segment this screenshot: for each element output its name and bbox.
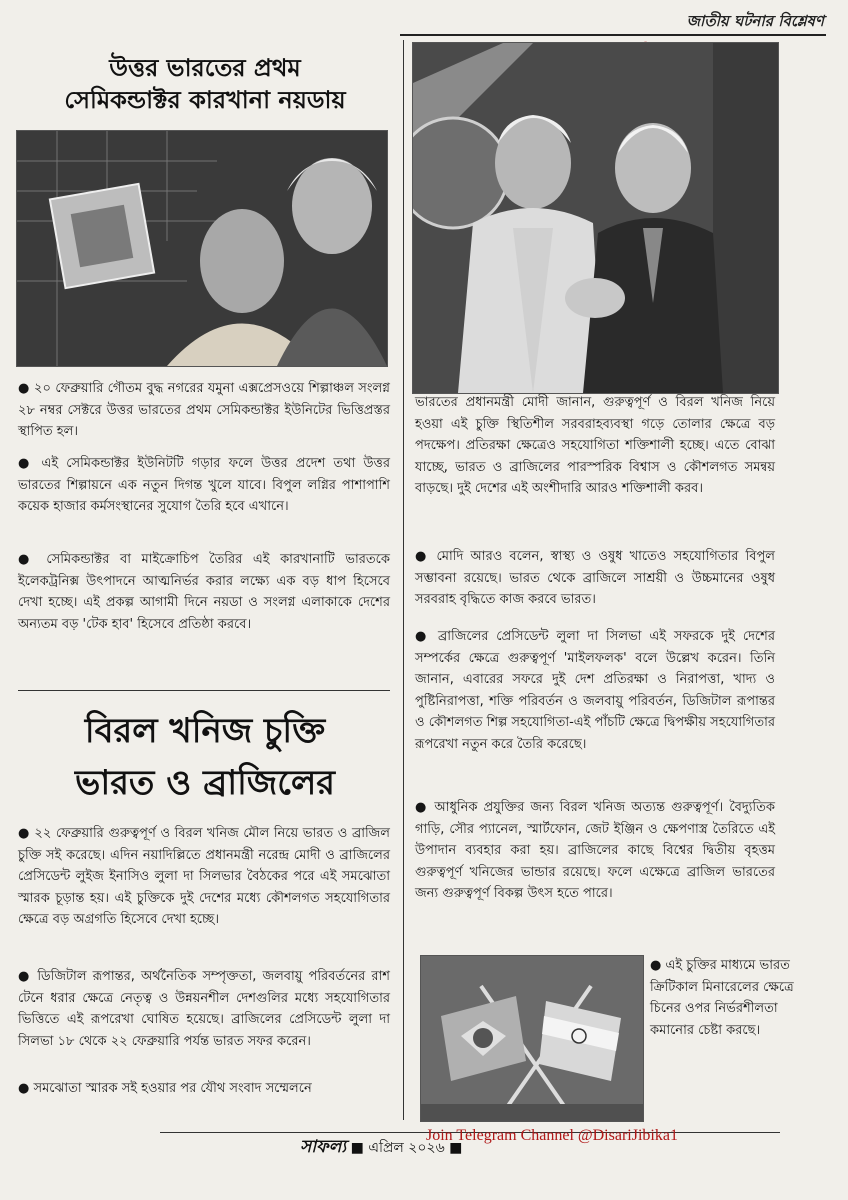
semiconductor-photo-art xyxy=(17,131,387,366)
semiconductor-photo xyxy=(16,130,388,367)
article2-left-paragraph-3: ● সমঝোতা স্মারক সই হওয়ার পর যৌথ সংবাদ সম্মেলনে xyxy=(18,1081,312,1096)
article2-headline-line2: ভারত ও ব্রাজিলের xyxy=(75,763,335,803)
article2-right-paragraph-2: ● মোদি আরও বলেন, স্বাস্থ্য ও ওষুধ খাতেও সহযোগিতার বিপুল সম্ভাবনা রয়েছে। ভারত থেকে ব্রাজিলে সাশ্রয়ী ও উচ্চমানের ওষুধ সরবরাহ বৃদ্ধিতে কাজ করবে ভারত। xyxy=(415,549,775,607)
article2-headline xyxy=(20,705,390,809)
flags-photo xyxy=(420,955,644,1122)
article1-paragraph-1: ● ২০ ফেব্রুয়ারি গৌতম বুদ্ধ নগরের যমুনা এক্সপ্রেসওয়ে শিল্পাঞ্চল সংলগ্ন ২৮ নম্বর সেক্টরে উত্তর ভারতের প্রথম সেমিকন্ডাক্টর ইউনিটের ভিত্তিপ্রস্তর স্থাপিত হল। xyxy=(18,381,390,439)
header-rule xyxy=(400,34,826,36)
magazine-logo: সাফল্য xyxy=(300,1137,347,1157)
leaders-handshake-art xyxy=(413,43,778,393)
article2-right-paragraph-4: ● আধুনিক প্রযুক্তির জন্য বিরল খনিজ অত্যন্ত গুরুত্বপূর্ণ। বৈদ্যুতিক গাড়ি, সৌর প্যানেল, স্মার্টফোন, জেট ইঞ্জিন ও ক্ষেপণাস্ত্র তৈরিতে এই উপাদান ব্যবহার করা হয়। ব্রাজিলের কাছে বিশ্বের দ্বিতীয় বৃহত্তম গুরুত্বপূর্ণ খনিজের ভান্ডার রয়েছে। ফলে এক্ষেত্রে ব্রাজিল ভারতের জন্য গুরুত্বপূর্ণ বিকল্প উৎস হতে পারে। xyxy=(415,800,775,901)
article1-paragraph-3: ● সেমিকন্ডাক্টর বা মাইক্রোচিপ তৈরির এই কারখানাটি ভারতকে ইলেকট্রনিক্স উৎপাদনে আত্মনির্ভর করার লক্ষ্যে এক বড় ধাপ হিসেবে দেখা হচ্ছে। এই প্রকল্প আগামী দিনে নয়ডা ও সংলগ্ন এলাকাকে দেশের অন্যতম বড় 'টেক হাব' হিসেবে প্রতিষ্ঠা করবে। xyxy=(18,552,390,632)
telegram-watermark-bottom: Join Telegram Channel @DisariJibika1 xyxy=(426,1127,678,1144)
crossed-flags-art xyxy=(421,956,643,1121)
article-separator xyxy=(18,690,390,691)
article1-paragraph-2: ● এই সেমিকন্ডাক্টর ইউনিটটি গড়ার ফলে উত্তর প্রদেশ তথা উত্তর ভারতের শিল্পায়নে এক নতুন দিগন্ত খুলে যাবে। বিপুল লগ্নির পাশাপাশি কয়েক হাজার কর্মসংস্থানের সুযোগ তৈরি হবে এখানে। xyxy=(18,456,390,514)
issue-date: ■ এপ্রিল ২০২৬ ■ xyxy=(350,1140,463,1156)
article1-headline-line2: সেমিকন্ডাক্টর কারখানা নয়ডায় xyxy=(64,86,346,114)
article1-headline-line1: উত্তর ভারতের প্রথম xyxy=(109,54,301,82)
article2-right-paragraph-1: ভারতের প্রধানমন্ত্রী মোদী জানান, গুরুত্বপূর্ণ ও বিরল খনিজ নিয়ে হওয়া এই চুক্তি স্থিতিশীল সরবরাহব্যবস্থা গড়ে তোলার ক্ষেত্রে বড় পদক্ষেপ। প্রতিরক্ষা ক্ষেত্রেও সহযোগিতা শক্তিশালী হচ্ছে। এতে বোঝা যাচ্ছে, ভারত ও ব্রাজিলের পারস্পরিক বিশ্বাস ও কৌশলগত সমন্বয় বাড়ছে। দুই দেশের এই অংশীদারি আরও শক্তিশালী করব। xyxy=(415,395,775,496)
article2-left-paragraph-2: ● ডিজিটাল রূপান্তর, অর্থনৈতিক সম্পৃক্ততা, জলবায়ু পরিবর্তনের রাশ টেনে ধরার ক্ষেত্রে নেতৃত্ব ও উন্নয়নশীল দেশগুলির মধ্যে সহযোগিতার ভিত্তিতে এই রূপরেখা ঘোষিত হয়েছে। ব্রাজিলের প্রেসিডেন্ট লুলা দা সিলভা ১৮ থেকে ২২ ফেব্রুয়ারি পর্যন্ত ভারত সফর করেন। xyxy=(18,969,390,1049)
section-title: জাতীয় ঘটনার বিশ্লেষণ xyxy=(686,12,824,30)
article1-headline xyxy=(20,52,390,116)
article2-right-paragraph-3: ● ব্রাজিলের প্রেসিডেন্ট লুলা দা সিলভা এই সফরকে দুই দেশের সম্পর্কের ক্ষেত্রে গুরুত্বপূর্ণ 'মাইলফলক' বলে উল্লেখ করেন। তিনি জানান, এবারের সফরে দুই দেশ প্রতিরক্ষা ও নিরাপত্তা, খাদ্য ও পুষ্টিনিরাপত্তা, শক্তি পরিবর্তন ও জলবায়ু পরিবর্তন, ডিজিটাল রূপান্তর ও কৌশলগত শিল্প সহযোগিতা-এই পাঁচটি ক্ষেত্রে দ্বিপক্ষীয় সহযোগিতার রূপরেখা নতুন করে তৈরি করেছে। xyxy=(415,629,775,752)
article2-headline-line1: বিরল খনিজ চুক্তি xyxy=(84,711,326,751)
article2-left-paragraph-1: ● ২২ ফেব্রুয়ারি গুরুত্বপূর্ণ ও বিরল খনিজ মৌল নিয়ে ভারত ও ব্রাজিল চুক্তি সই করেছে। এদিন নয়াদিল্লিতে প্রধানমন্ত্রী নরেন্দ্র মোদী ও ব্রাজিলের প্রেসিডেন্ট লুইজ ইনাসিও লুলা দা সিলভার বৈঠকের পরে এই সমঝোতা স্মারক চূড়ান্ত হয়। এই চুক্তিকে দুই দেশের মধ্যে কৌশলগত সহযোগিতার ক্ষেত্রে বড় অগ্রগতি হিসেবে দেখা হচ্ছে। xyxy=(18,826,390,927)
column-divider xyxy=(403,40,404,1120)
leaders-handshake-photo xyxy=(412,42,779,394)
article2-right-paragraph-5: ● এই চুক্তির মাধ্যমে ভারত ক্রিটিকাল মিনারেলের ক্ষেত্রে চিনের ওপর নির্ভরশীলতা কমানোর চেষ্টা করছে। xyxy=(650,958,794,1038)
